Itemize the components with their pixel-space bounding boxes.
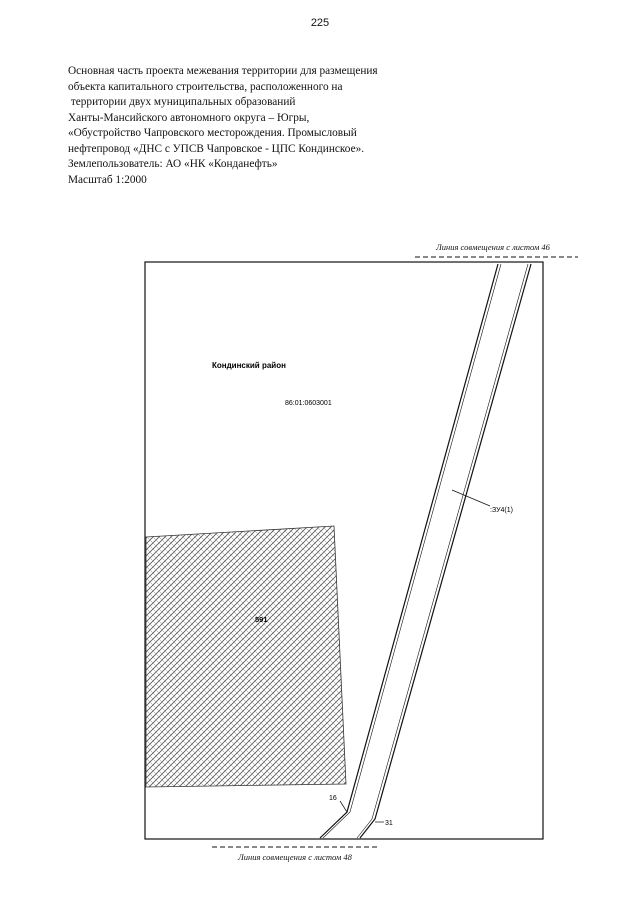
corridor-label-leader [452, 490, 490, 506]
point-31-label: 31 [385, 820, 393, 827]
parcel-591 [146, 526, 346, 787]
cadastral-block-number: 86:01:0603001 [285, 400, 332, 407]
header-line: Землепользователь: АО «НК «Конданефть» [68, 158, 278, 170]
point-16-label: 16 [329, 795, 337, 802]
header-line: Ханты-Мансийского автономного округа – Югры, [68, 111, 310, 124]
header-line: нефтепровод «ДНС с УПСВ Чапровское - ЦПС Кондинское». [68, 142, 365, 155]
header-line: Основная часть проекта межевания территории для размещения [68, 65, 378, 77]
header-line: Масштаб 1:2000 [68, 173, 147, 186]
parcel-number-label: 591 [255, 615, 268, 624]
page-number: 225 [310, 17, 330, 29]
corridor-boundary-left [320, 264, 498, 838]
sheet-junction-label-bottom: Линия совмещения с листом 48 [238, 852, 352, 862]
corridor-inner-right [357, 264, 528, 838]
header-line: «Обустройство Чапровского месторождения. Промысловый [68, 127, 357, 139]
header-line: объекта капитального строительства, расположенного на [68, 80, 343, 93]
point-16-leader [340, 801, 347, 812]
sheet-junction-label-top: Линия совмещения с листом 46 [436, 242, 550, 252]
header-line: территории двух муниципальных образований [68, 96, 296, 108]
corridor-boundary-right [360, 264, 531, 838]
corridor-parcel-label: :ЗУ4(1) [490, 507, 513, 514]
district-label: Кондинский район [212, 361, 286, 370]
